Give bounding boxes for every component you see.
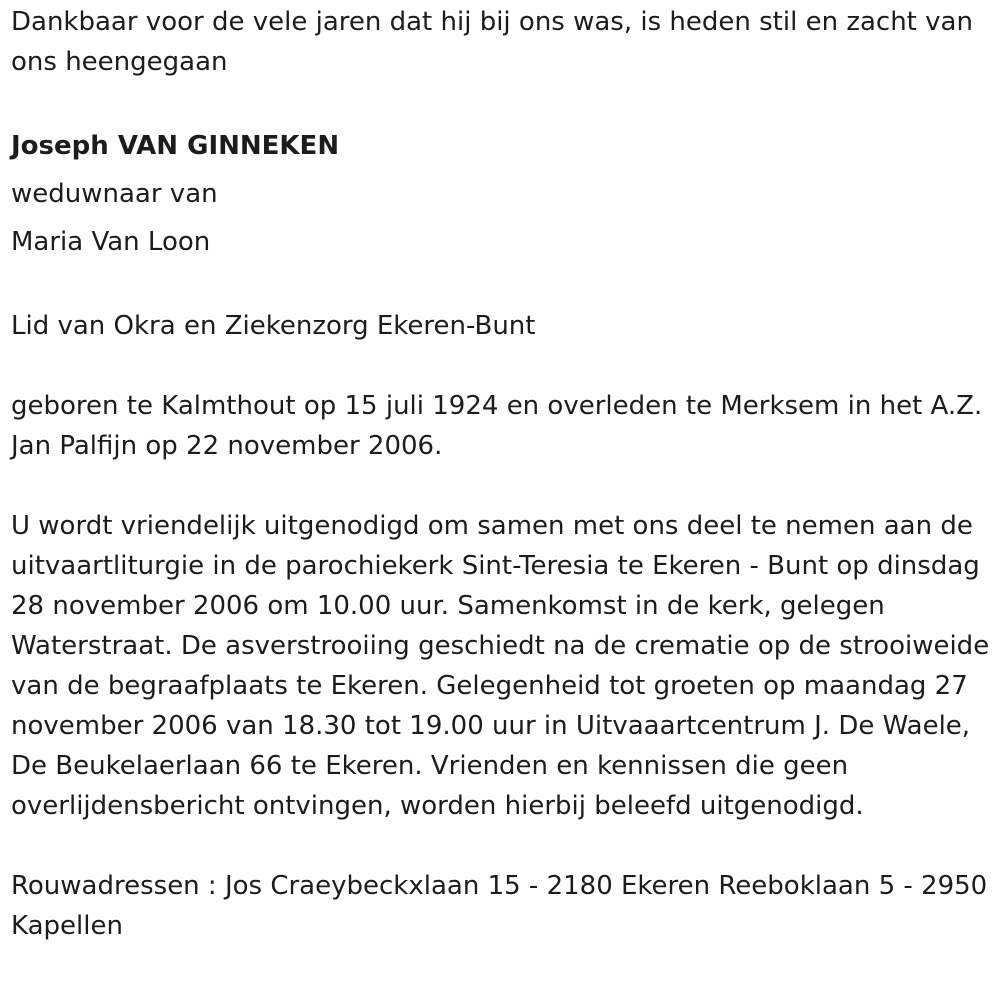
spacer (11, 466, 991, 506)
spacer (11, 346, 991, 386)
birth-death-text: geboren te Kalmthout op 15 juli 1924 en overleden te Merksem in het A.Z. Jan Palfijn op 22 november 2006. (11, 391, 983, 461)
obituary-notice (11, 2, 991, 946)
relation-label: weduwnaar van (11, 179, 218, 209)
spacer (11, 266, 991, 306)
invitation-text: U wordt vriendelijk uitgenodigd om samen met ons deel te nemen aan de uitvaartliturgie in de parochiekerk Sint-Teresia te Ekeren - Bunt op dinsdag 28 november 2006 om 10.00 uur. Samenkomst in de kerk, gelegen Waterstraat. De asverstrooiing geschiedt na de crematie op de strooiweide van de begraafplaats te Ekeren. Gelegenheid tot groeten op maandag 27 november 2006 van 18.30 tot 19.00 uur in Uitvaaartcentrum J. De Waele, De Beukelaerlaan 66 te Ekeren. Vrienden en kennissen die geen overlijdensbericht ontvingen, worden hierbij beleefd uitgenodigd. (11, 511, 990, 821)
intro-text: Dankbaar voor de vele jaren dat hij bij ons was, is heden stil en zacht van ons heengegaan (11, 7, 973, 77)
spacer (11, 82, 991, 122)
membership-text: Lid van Okra en Ziekenzorg Ekeren-Bunt (11, 311, 536, 341)
deceased-name: Joseph VAN GINNEKEN (11, 131, 340, 161)
spouse-name: Maria Van Loon (11, 227, 211, 257)
addresses-text: Rouwadressen : Jos Craeybeckxlaan 15 - 2180 Ekeren Reeboklaan 5 - 2950 Kapellen (11, 871, 988, 941)
spacer (11, 826, 991, 866)
